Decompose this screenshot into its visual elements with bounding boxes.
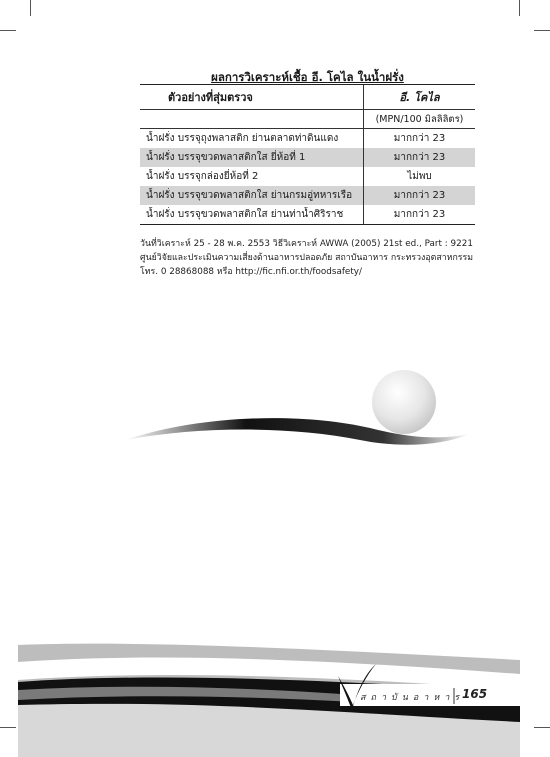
note-line-1: วันที่วิเคราะห์ 25 - 28 พ.ค. 2553 วิธีวิเคราะห์ AWWA (2005) 21st ed., Part : 9221 [140, 239, 473, 249]
row-sample: น้ำฝรั่ง บรรจุถุงพลาสติก ย่านตลาดท่าดินแดง [146, 133, 339, 144]
header-unit: (MPN/100 มิลลิลิตร) [363, 110, 475, 128]
footer-publisher: สถาบันอาหาร [360, 693, 465, 703]
row-result: มากกว่า 23 [363, 186, 475, 205]
row-result: มากกว่า 23 [363, 205, 475, 224]
row-result: มากกว่า 23 [363, 148, 475, 167]
row-result: ไม่พบ [363, 167, 475, 186]
row-result: มากกว่า 23 [363, 129, 475, 148]
row-sample: น้ำฝรั่ง บรรจุขวดพลาสติกใส ย่านท่าน้ำศิริราช [146, 209, 344, 220]
row-sample: น้ำฝรั่ง บรรจุกล่องยี่ห้อที่ 2 [146, 171, 259, 182]
row-sample: น้ำฝรั่ง บรรจุขวดพลาสติกใส ย่านกรมอู่ทหารเรือ [146, 190, 353, 201]
row-sample: น้ำฝรั่ง บรรจุขวดพลาสติกใส ยี่ห้อที่ 1 [146, 152, 306, 163]
note-line-3: โทร. 0 28868088 หรือ http://fic.nfi.or.th/foodsafety/ [140, 267, 362, 277]
table-title: ผลการวิเคราะห์เชื้อ อี. โคไล ในน้ำฝรั่ง [211, 70, 404, 84]
header-sample: ตัวอย่างที่สุ่มตรวจ [168, 91, 253, 104]
note-line-2: ศูนย์วิจัยและประเมินความเสี่ยงด้านอาหารปลอดภัย สถาบันอาหาร กระทรวงอุตสาหกรรม [140, 253, 474, 263]
header-ecoli: อี. โคไล [363, 85, 475, 109]
page-number: 165 [462, 687, 488, 701]
